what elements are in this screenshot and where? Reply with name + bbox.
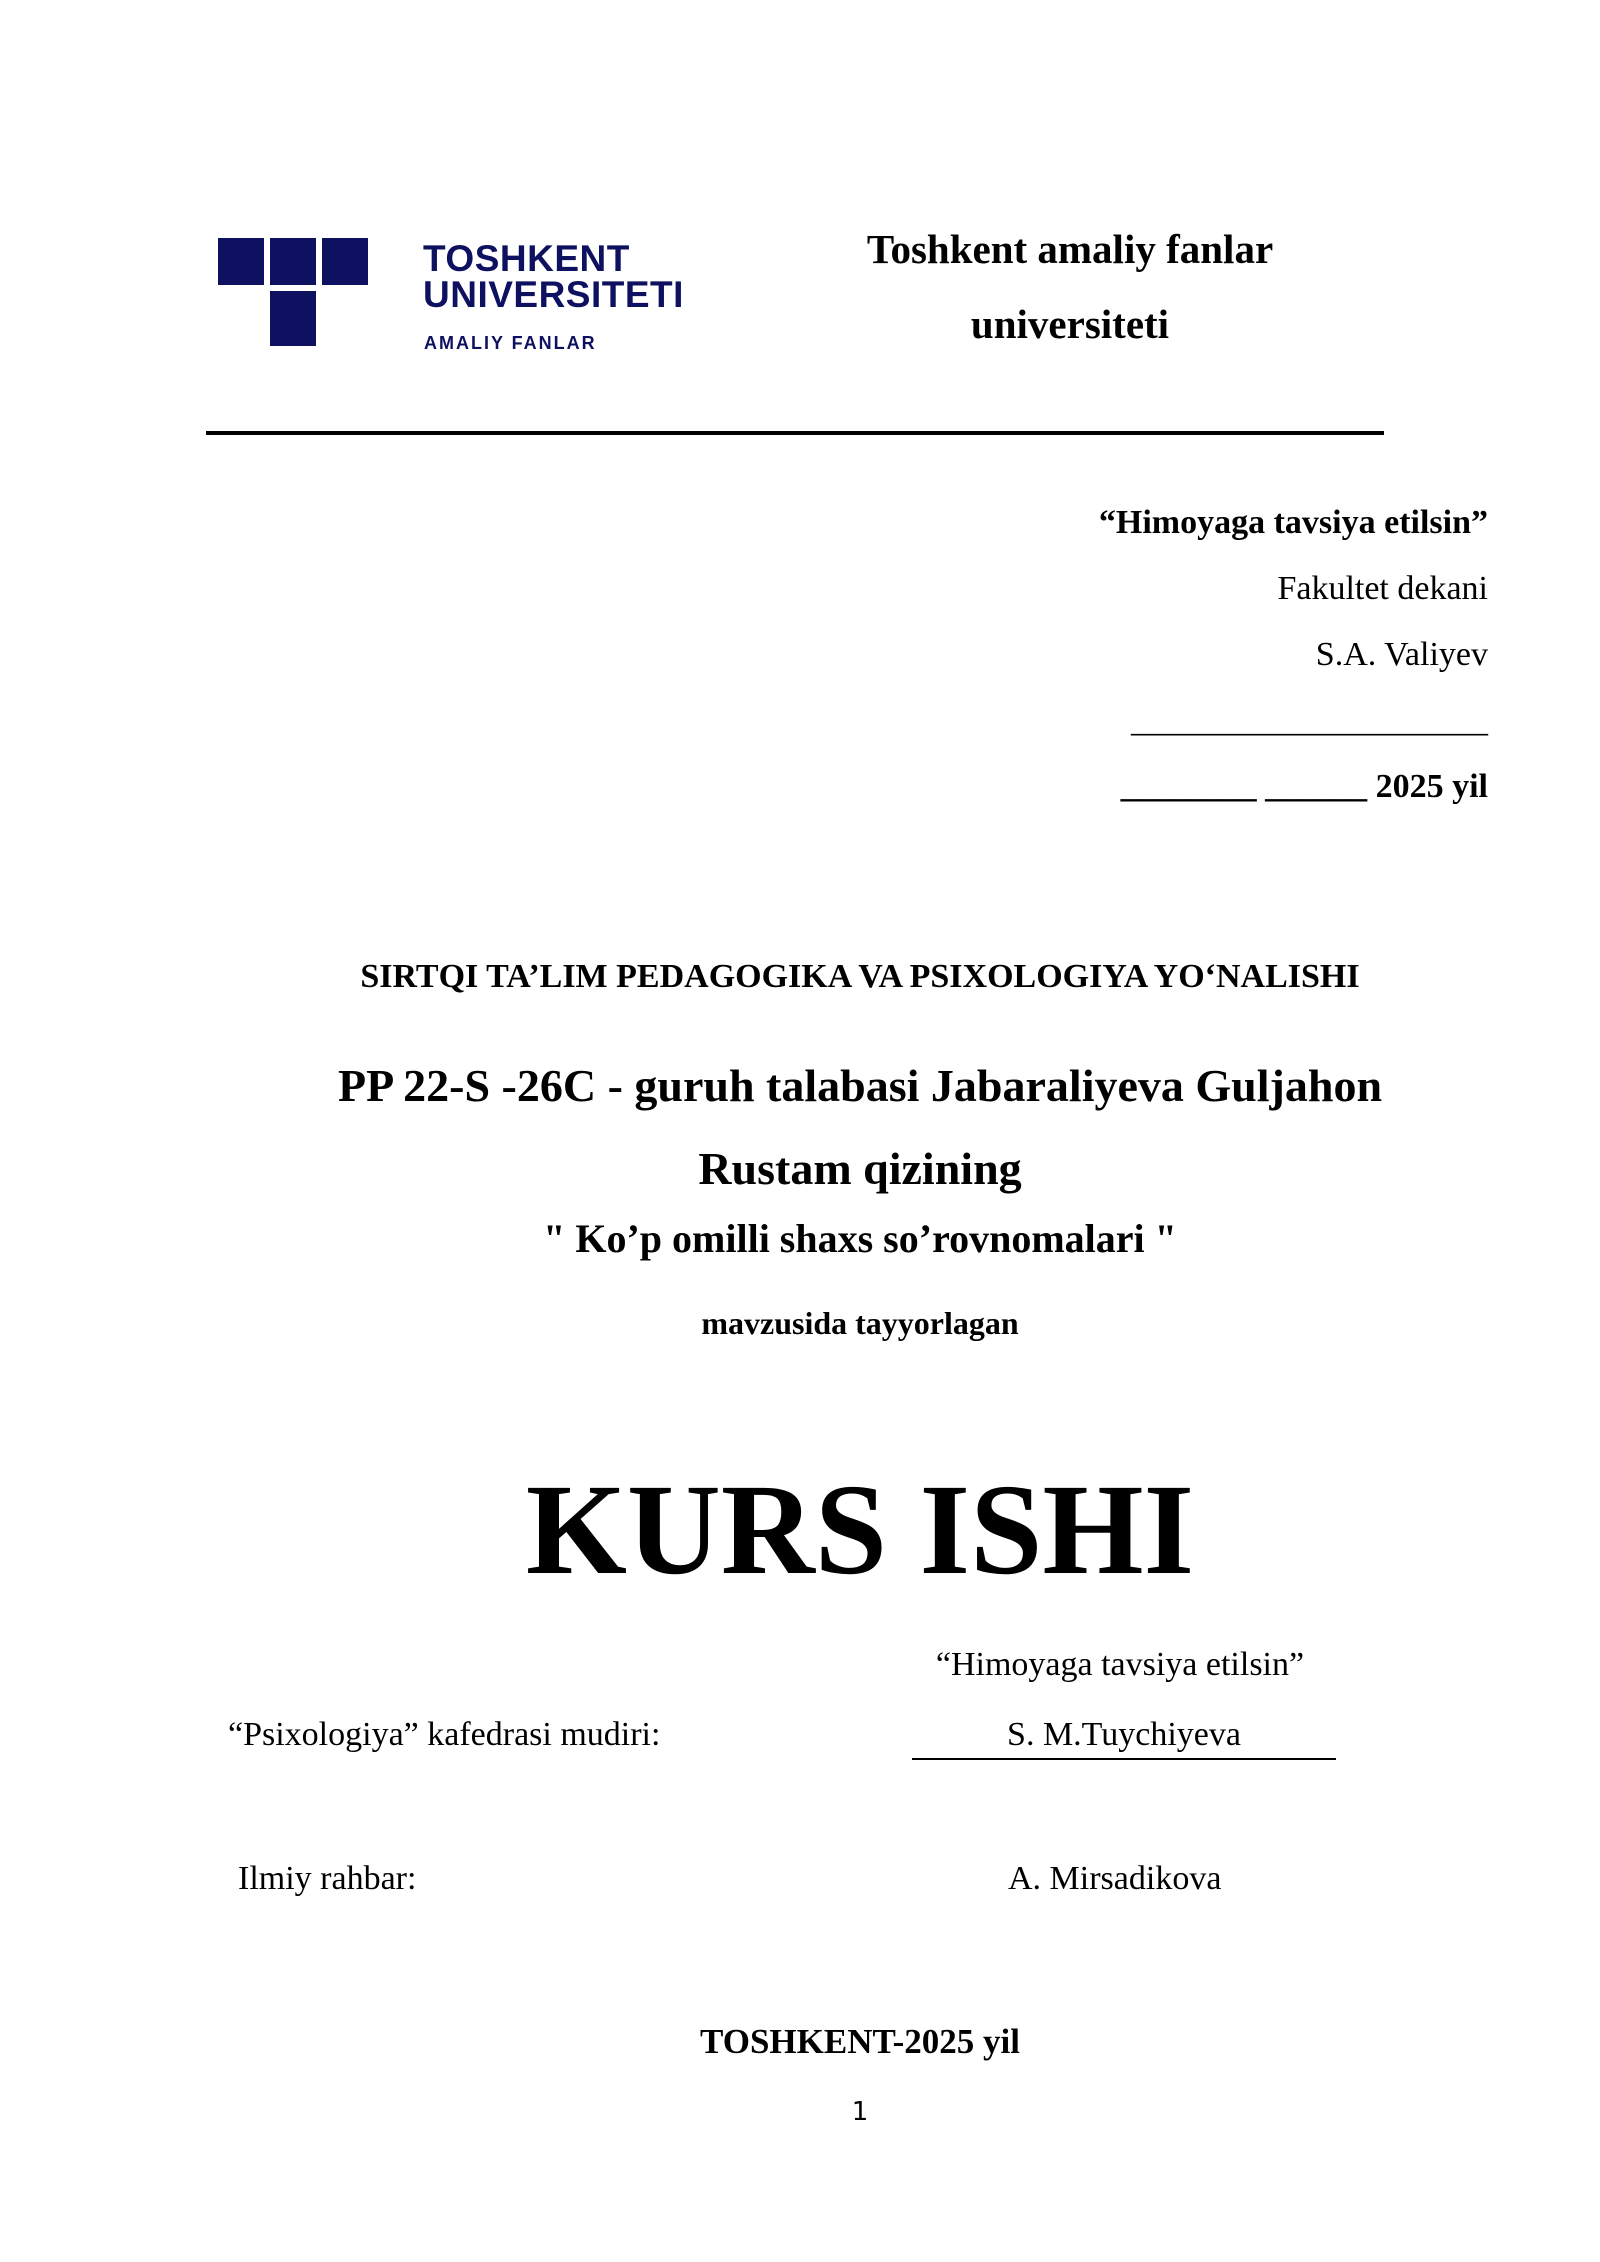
university-logo bbox=[218, 238, 684, 358]
prepared-note: mavzusida tayyorlagan bbox=[701, 1305, 1019, 1341]
approval-name: S.A. Valiyev bbox=[1315, 636, 1488, 673]
city-year: TOSHKENT-2025 yil bbox=[700, 2022, 1020, 2061]
supervisor-label: Ilmiy rahbar: bbox=[238, 1860, 417, 1897]
logo-text-line3: AMALIY FANLAR bbox=[424, 333, 597, 353]
department-recommend: “Himoyaga tavsiya etilsin” bbox=[935, 1646, 1305, 1683]
supervisor-name: A. Mirsadikova bbox=[1008, 1860, 1222, 1897]
topic-title: " Ko’p omilli shaxs so’rovnomalari " bbox=[543, 1216, 1177, 1261]
approval-role: Fakultet dekani bbox=[1277, 570, 1488, 607]
university-title bbox=[780, 212, 1360, 362]
university-title-line1: Toshkent amaliy fanlar bbox=[866, 226, 1274, 272]
approval-date-line: ________ ______ 2025 yil bbox=[1120, 768, 1488, 805]
work-type-title: KURS ISHI bbox=[525, 1458, 1195, 1602]
logo-mark-icon bbox=[218, 238, 378, 353]
department-head-name: S. M.Tuychiyeva bbox=[912, 1716, 1336, 1760]
direction-heading: SIRTQI TA’LIM PEDAGOGIKA VA PSIXOLOGIYA YO‘NALISHI bbox=[360, 958, 1360, 995]
university-title-line2: universiteti bbox=[970, 301, 1170, 347]
approval-title: “Himoyaga tavsiya etilsin” bbox=[1098, 504, 1488, 541]
approval-signature-line: _____________________ bbox=[1131, 702, 1488, 739]
page-number: 1 bbox=[851, 2097, 869, 2127]
department-head-label: “Psixologiya” kafedrasi mudiri: bbox=[228, 1716, 661, 1753]
logo-text-line2: UNIVERSITETI bbox=[423, 274, 684, 315]
header-divider bbox=[206, 431, 1384, 435]
student-line2: Rustam qizining bbox=[698, 1143, 1022, 1194]
logo-text-line1: TOSHKENT bbox=[423, 238, 630, 279]
student-line1: PP 22-S -26C - guruh talabasi Jabaraliyeva Guljahon bbox=[337, 1060, 1383, 1111]
student-info bbox=[0, 1044, 1600, 1210]
approval-block bbox=[788, 500, 1488, 830]
